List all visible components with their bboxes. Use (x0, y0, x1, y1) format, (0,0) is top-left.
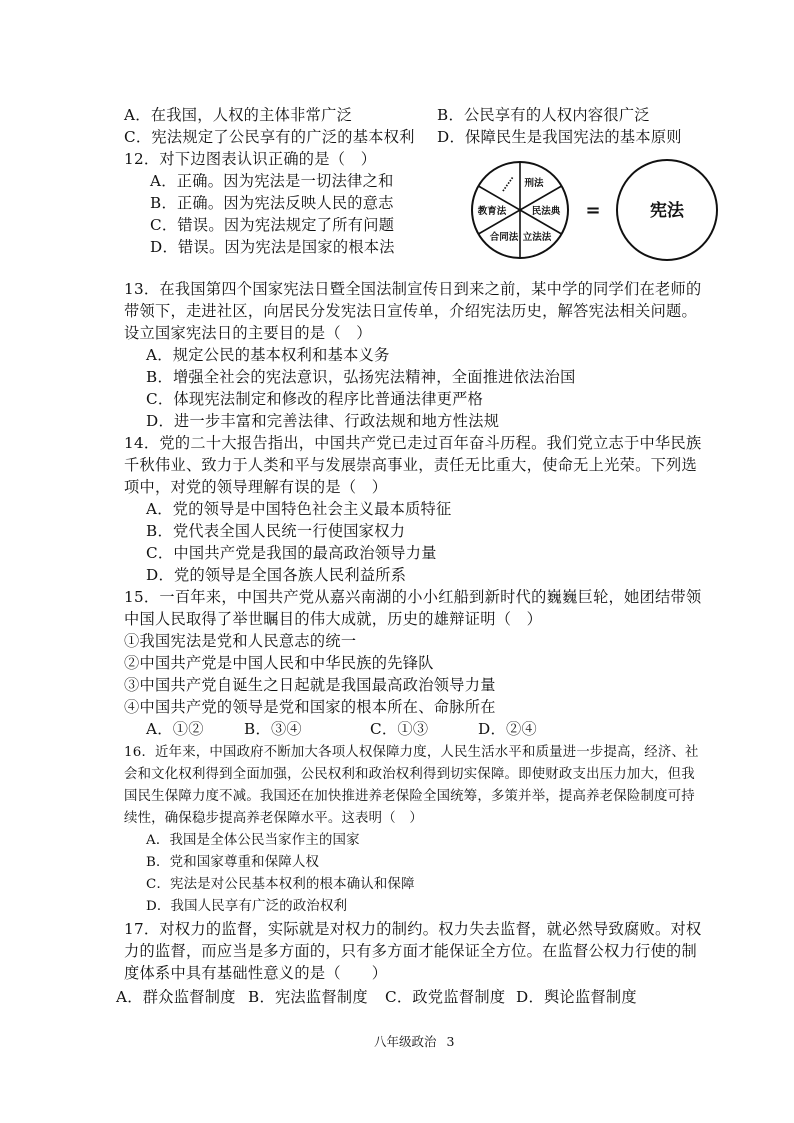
segment-contract-law: 合同法 (489, 232, 519, 243)
q15-option-a: A．①② (146, 720, 204, 738)
q15-item-4: ④中国共产党的领导是党和国家的根本所在、命脉所在 (124, 698, 496, 716)
law-pie-diagram (470, 152, 720, 270)
q14-option-a: A．党的领导是中国特色社会主义最本质特征 (146, 500, 452, 518)
q13-stem-line-1: 13．在我国第四个国家宪法日暨全国法制宣传日到来之前，某中学的同学们在老师的 (124, 280, 702, 298)
q17-option-b: B．宪法监督制度 (248, 988, 368, 1006)
constitution-label: 宪法 (650, 201, 684, 221)
segment-civil-code: 民法典 (531, 206, 561, 217)
q16-option-d: D．我国人民享有广泛的政治权利 (146, 899, 348, 914)
q12-option-a: A．正确。因为宪法是一切法律之和 (150, 172, 394, 190)
segment-ellipsis: …… (497, 173, 517, 194)
q17-stem-line-2: 力的监督，而应当是多方面的，只有多方面才能保证全方位。在监督公权力行使的制 (124, 942, 698, 960)
q15-item-3: ③中国共产党自诞生之日起就是我国最高政治领导力量 (124, 676, 496, 694)
q13-option-b: B．增强全社会的宪法意识，弘扬宪法精神，全面推进依法治国 (146, 368, 576, 386)
q17-option-c: C．政党监督制度 (385, 988, 506, 1006)
page-footer (374, 1032, 464, 1050)
q15-item-1: ①我国宪法是党和人民意志的统一 (124, 632, 357, 650)
q14-stem-line-1: 14．党的二十大报告指出，中国共产党已走过百年奋斗历程。我们党立志于中华民族 (124, 434, 702, 452)
q15-stem-line-2: 中国人民取得了举世瞩目的伟大成就，历史的雄辩证明（ ） (124, 610, 543, 628)
q12-option-c: C．错误。因为宪法规定了所有问题 (150, 216, 395, 234)
q12-option-b: B．正确。因为宪法反映人民的意志 (150, 194, 394, 212)
q14-option-b: B．党代表全国人民统一行使国家权力 (146, 522, 406, 540)
footer-subject: 八年级政治 (374, 1034, 437, 1049)
q13-option-d: D．进一步丰富和完善法律、行政法规和地方性法规 (146, 412, 500, 430)
q16-stem-line-1: 16．近年来，中国政府不断加大各项人权保障力度，人民生活水平和质量进一步提高，经济、社 (124, 745, 699, 760)
equals-sign: = (585, 200, 601, 221)
q11-option-a: A．在我国，人权的主体非常广泛 (124, 106, 353, 124)
q15-option-c: C．①③ (370, 720, 429, 738)
q12-option-d: D．错误。因为宪法是国家的根本法 (150, 238, 395, 256)
q15-option-d: D．②④ (478, 720, 537, 738)
q14-stem-line-3: 项中，对党的领导理解有误的是（ ） (124, 478, 388, 496)
q14-option-c: C．中国共产党是我国的最高政治领导力量 (146, 544, 437, 562)
q16-option-a: A．我国是全体公民当家作主的国家 (146, 833, 360, 848)
q17-option-d: D．舆论监督制度 (516, 988, 637, 1006)
q16-option-c: C．宪法是对公民基本权利的根本确认和保障 (146, 877, 415, 892)
page-number: 3 (446, 1034, 455, 1049)
q15-option-b: B．③④ (244, 720, 302, 738)
q15-stem-line-1: 15．一百年来，中国共产党从嘉兴南湖的小小红船到新时代的巍巍巨轮，她团结带领 (124, 588, 702, 606)
q16-stem-line-2: 会和文化权利得到全面加强，公民权利和政治权利得到切实保障。即使财政支出压力加大，但我 (124, 767, 695, 782)
q14-option-d: D．党的领导是全国各族人民利益所系 (146, 566, 407, 584)
q11-option-b: B．公民享有的人权内容很广泛 (437, 106, 650, 124)
q16-stem-line-4: 续性，确保稳步提高养老保障水平。这表明（ ） (124, 811, 423, 826)
q11-option-d: D．保障民生是我国宪法的基本原则 (437, 128, 682, 146)
q13-option-c: C．体现宪法制定和修改的程序比普通法律更严格 (146, 390, 484, 408)
segment-education-law: 教育法 (477, 206, 507, 217)
q13-stem-line-2: 带领下，走进社区，向居民分发宪法日宣传单，介绍宪法历史，解答宪法相关问题。 (124, 302, 698, 320)
q17-stem-line-3: 度体系中具有基础性意义的是（ ） (124, 964, 388, 982)
q16-stem-line-3: 国民生保障力度不减。我国还在加快推进养老保险全国统筹，多策并举，提高养老保险制度可持 (124, 789, 695, 804)
segment-legislation-law: 立法法 (522, 232, 552, 243)
q17-option-a: A．群众监督制度 (116, 988, 236, 1006)
q16-option-b: B．党和国家尊重和保障人权 (146, 855, 320, 870)
q13-stem-line-3: 设立国家宪法日的主要目的是（ ） (124, 324, 372, 342)
q12-stem: 12．对下边图表认识正确的是（ ） (124, 150, 377, 168)
q15-item-2: ②中国共产党是中国人民和中华民族的先锋队 (124, 654, 434, 672)
q17-stem-line-1: 17．对权力的监督，实际就是对权力的制约。权力失去监督，就必然导致腐败。对权 (124, 920, 702, 938)
q13-option-a: A．规定公民的基本权利和基本义务 (146, 346, 390, 364)
q14-stem-line-2: 千秋伟业、致力于人类和平与发展崇高事业，责任无比重大，使命无上光荣。下列选 (124, 456, 698, 474)
q11-option-c: C．宪法规定了公民享有的广泛的基本权利 (124, 128, 415, 146)
segment-criminal-law: 刑法 (524, 178, 544, 189)
